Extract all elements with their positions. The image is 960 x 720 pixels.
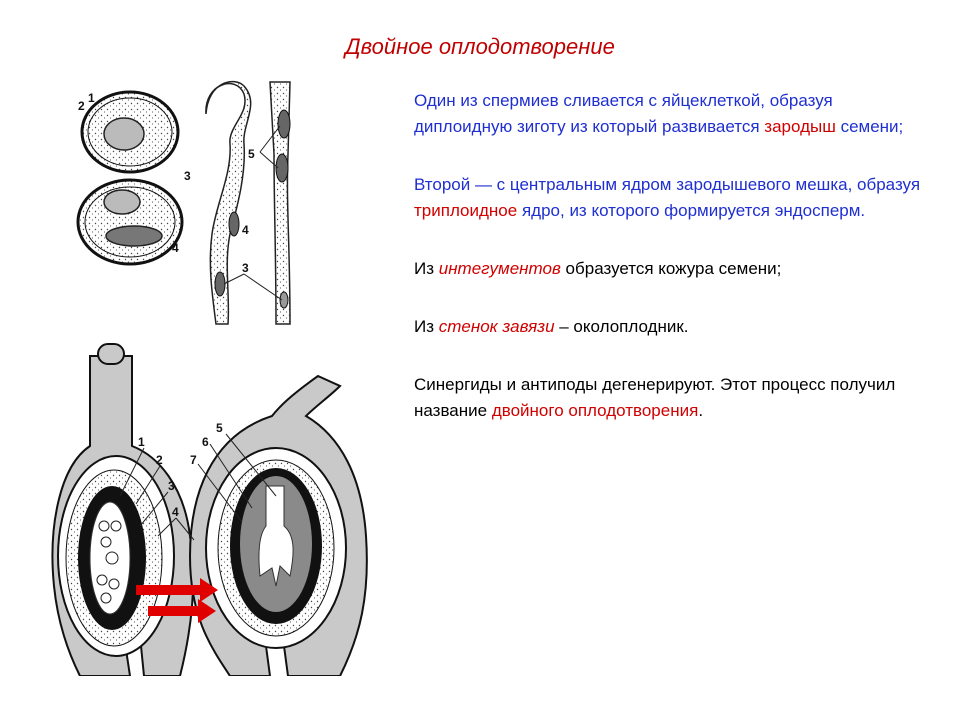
paragraph-double-fertilization [414,372,934,424]
para3-text: Из [414,259,439,278]
pollen-tube-illustration [186,74,316,334]
ovule-illustration [40,336,370,676]
label-tube-4: 4 [242,223,249,237]
para2-highlight: триплоидное [414,201,518,220]
label-ovule-5: 5 [216,421,223,435]
paragraph-endosperm [414,172,934,224]
label-pollen-1: 1 [88,91,95,105]
pollen-nucleus [104,118,144,150]
pollen-tube-left [206,82,251,324]
para2-text: Второй — с центральным ядром зародышевого мешка, образуя [414,175,921,194]
para2-text-end: ядро, из которого формируется эндосперм. [517,201,866,220]
para3-highlight: интегументов [438,259,561,278]
label-tube-5: 5 [248,147,255,161]
label-tube-3: 3 [242,261,249,275]
paragraph-pericarp [414,314,934,340]
vegetative-nucleus [104,190,140,214]
paragraph-zygote [414,88,934,140]
slide-title: Двойное оплодотворение [345,34,615,59]
para1-text: Один из спермиев сливается с яйцеклеткой, образуя диплоидную зиготу из который развивается [414,91,833,136]
paragraph-seed-coat [414,256,934,282]
label-ovule-4: 4 [172,505,179,519]
para4-text-end: – околоплодник. [554,317,689,336]
explanation-text [414,88,934,456]
generative-cell [106,226,162,246]
label-pollen-4: 4 [172,241,179,255]
para3-text-end: образуется кожура семени; [560,259,782,278]
pollen-grains-illustration [64,84,194,274]
para1-text-end: семени; [835,117,904,136]
label-ovule-1: 1 [138,435,145,449]
para5-text-end: . [698,401,704,420]
label-pollen-3: 3 [184,169,191,183]
label-ovule-3: 3 [168,479,175,493]
para5-highlight: двойного оплодотворения [491,401,699,420]
label-ovule-6: 6 [202,435,209,449]
label-pollen-2: 2 [78,99,85,113]
para5-text: Синергиды и антиподы дегенерируют. Этот процесс получил название [414,375,896,420]
para1-highlight: зародыш [764,117,836,136]
label-ovule-2: 2 [156,453,163,467]
para4-highlight: стенок завязи [438,317,555,336]
label-ovule-7: 7 [190,453,197,467]
para4-text: Из [414,317,439,336]
